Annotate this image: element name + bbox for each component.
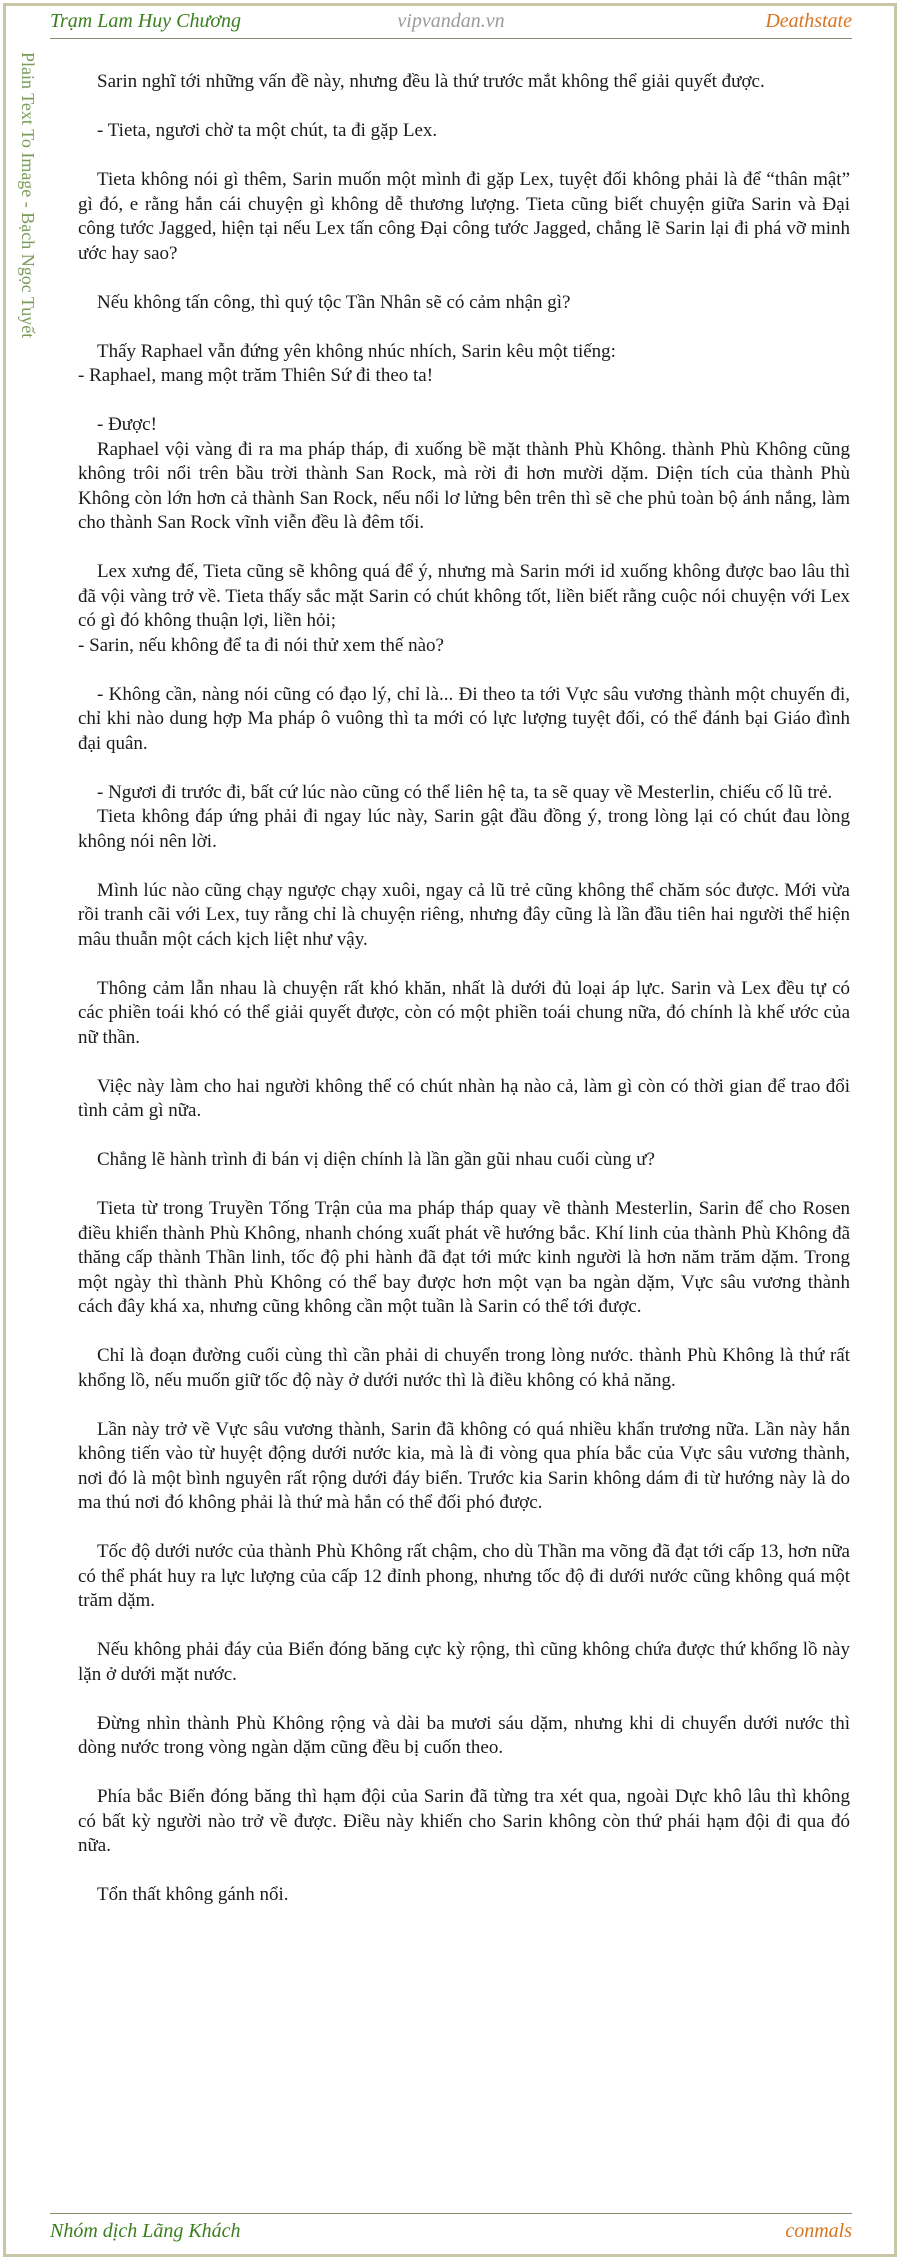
header-author: Deathstate <box>765 10 852 32</box>
paragraph: Nếu không tấn công, thì quý tộc Tần Nhân sẽ có cảm nhận gì? <box>97 291 571 313</box>
paragraph: Tieta từ trong Truyền Tống Trận của ma pháp tháp quay về thành Mesterlin, Sarin để cho Rosen điều khiển thành Phù Không, nhanh chóng xuất phát về hướng bắc. Khí linh của thành Phù Không đã thăng cấp thành Thần linh, tốc độ phi hành đã đạt tới mức kinh người là hơn năm trăm dặm. Trong một ngày thì thành Phù Không có thể bay được hơn một vạn ba ngàn dặm, Vực sâu vương thành cách đây khá xa, nhưng cũng không cần một tuần là Sarin có thể tới được. <box>78 1198 850 1317</box>
paragraph-line: - Được! <box>97 414 157 435</box>
paragraph: Tieta không nói gì thêm, Sarin muốn một mình đi gặp Lex, tuyệt đối không phải là để “thân mật” gì đó, e rằng hắn cái chuyện gì không dễ thương lượng. Tieta cũng biết chuyện giữa Sarin và Đại công tước Jagged, hiện tại nếu Lex tấn công Đại công tước Jagged, chẳng lẽ Sarin lại đi phá vỡ minh ước hay sao? <box>78 169 850 264</box>
paragraph-line: Raphael vội vàng đi ra ma pháp tháp, đi xuống bề mặt thành Phù Không. thành Phù Không cũng không trôi nổi trên bầu trời thành San Rock, mà rời đi hơn mười dặm. Diện tích của thành Phù Không còn lớn hơn cả thành San Rock, nếu nổi lơ lửng bên trên thì sẽ che phủ toàn bộ ánh nắng, làm cho thành San Rock vĩnh viễn đều là đêm tối. <box>78 438 850 533</box>
footer-translator: Nhóm dịch Lãng Khách <box>50 2220 241 2242</box>
paragraph: Thông cảm lẫn nhau là chuyện rất khó khăn, nhất là dưới đủ loại áp lực. Sarin và Lex đều tự có các phiền toái khó có thể giải quyết được, còn có một phiền toái chung nữa, đó chính là khế ước của nữ thần. <box>78 977 850 1048</box>
paragraph-line: - Sarin, nếu không để ta đi nói thử xem thế nào? <box>78 634 444 656</box>
paragraph-line: Tieta không đáp ứng phải đi ngay lúc này, Sarin gật đầu đồng ý, trong lòng lại có chút đau lòng không nói nên lời. <box>78 806 850 852</box>
paragraph-group <box>78 781 850 855</box>
paragraph: - Tieta, ngươi chờ ta một chút, ta đi gặp Lex. <box>97 120 438 141</box>
paragraph-line: - Raphael, mang một trăm Thiên Sứ đi theo ta! <box>78 365 434 386</box>
header-divider <box>50 38 852 39</box>
header-website: vipvandan.vn <box>397 10 505 32</box>
paragraph: Nếu không phải đáy của Biển đóng băng cực kỳ rộng, thì cũng không chứa được thứ khổng lồ này lặn ở dưới mặt nước. <box>78 1639 850 1685</box>
paragraph: Sarin nghĩ tới những vấn đề này, nhưng đều là thứ trước mắt không thể giải quyết được. <box>97 71 765 92</box>
paragraph: Tốc độ dưới nước của thành Phù Không rất chậm, cho dù Thần ma võng đã đạt tới cấp 13, hơn nữa có thể phát huy ra lực lượng của cấp 12 đỉnh phong, nhưng tốc độ đi dưới nước cũng không quá một trăm dặm. <box>78 1541 850 1611</box>
paragraph: Đừng nhìn thành Phù Không rộng và dài ba mươi sáu dặm, nhưng khi di chuyển dưới nước thì dòng nước trong vòng ngàn dặm cũng đều bị cuốn theo. <box>78 1712 850 1758</box>
paragraph: Phía bắc Biển đóng băng thì hạm đội của Sarin đã từng tra xét qua, ngoài Dực khô lâu thì không có bất kỳ người nào trở về được. Điều này khiến cho Sarin không còn thứ phái hạm đội đi qua đó nữa. <box>78 1786 850 1856</box>
paragraph: - Không cần, nàng nói cũng có đạo lý, chỉ là... Đi theo ta tới Vực sâu vương thành một chuyến đi, chỉ khi nào dung hợp Ma pháp ô vuông thì ta mới có lực lượng tuyệt đối, có thể đánh bại Giáo đình đại quân. <box>78 683 850 754</box>
paragraph: Chẳng lẽ hành trình đi bán vị diện chính là lần gần gũi nhau cuối cùng ư? <box>97 1149 655 1170</box>
chapter-body <box>78 70 850 1932</box>
paragraph-line: Lex xưng đế, Tieta cũng sẽ không quá để ý, nhưng mà Sarin mới id xuống không được bao lâu thì đã vội vàng trở về. Tieta thấy sắc mặt Sarin có chút không tốt, liền biết rằng cuộc nói chuyện với Lex có gì đó không thuận lợi, liền hỏi; <box>78 561 850 631</box>
paragraph: Tổn thất không gánh nổi. <box>97 1884 289 1905</box>
paragraph-group <box>78 340 850 389</box>
footer-editor: conmals <box>785 2220 852 2242</box>
paragraph: Chỉ là đoạn đường cuối cùng thì cần phải di chuyển trong lòng nước. thành Phù Không là thứ rất khổng lồ, nếu muốn giữ tốc độ này ở dưới nước thì là điều không có khả năng. <box>78 1345 850 1391</box>
side-caption <box>12 52 40 472</box>
paragraph-line: Thấy Raphael vẫn đứng yên không nhúc nhích, Sarin kêu một tiếng: <box>97 340 616 362</box>
paragraph: Mình lúc nào cũng chạy ngược chạy xuôi, ngay cả lũ trẻ cũng không thể chăm sóc được. Mới vừa rồi tranh cãi với Lex, tuy rằng chỉ là chuyện riêng, nhưng đây cũng là lần đầu tiên hai người thể hiện mâu thuẫn một cách kịch liệt như vậy. <box>78 879 850 950</box>
paragraph-group <box>78 560 850 658</box>
page-header <box>50 10 852 40</box>
page-footer <box>50 2220 852 2250</box>
paragraph: Việc này làm cho hai người không thể có chút nhàn hạ nào cả, làm gì còn có thời gian để trao đổi tình cảm gì nữa. <box>78 1075 850 1121</box>
paragraph-group <box>78 413 850 536</box>
paragraph-line: - Ngươi đi trước đi, bất cứ lúc nào cũng có thể liên hệ ta, ta sẽ quay về Mesterlin, chiếu cố lũ trẻ. <box>97 781 833 803</box>
header-site-name: Trạm Lam Huy Chương <box>50 10 242 32</box>
side-caption-text: Plain Text To Image - Bạch Ngọc Tuyết <box>18 52 38 339</box>
footer-divider <box>50 2213 852 2214</box>
paragraph: Lần này trở về Vực sâu vương thành, Sarin đã không có quá nhiều khẩn trương nữa. Lần này hắn không tiến vào từ huyệt động dưới nước kia, mà là đi vòng qua phía bắc của Vực sâu vương thành, nơi đó là một bình nguyên rất rộng dưới đáy biển. Trước kia Sarin không dám đi từ hướng này là do ma thú nơi đó không phải là thứ mà hắn có thể đối phó được. <box>78 1418 850 1513</box>
